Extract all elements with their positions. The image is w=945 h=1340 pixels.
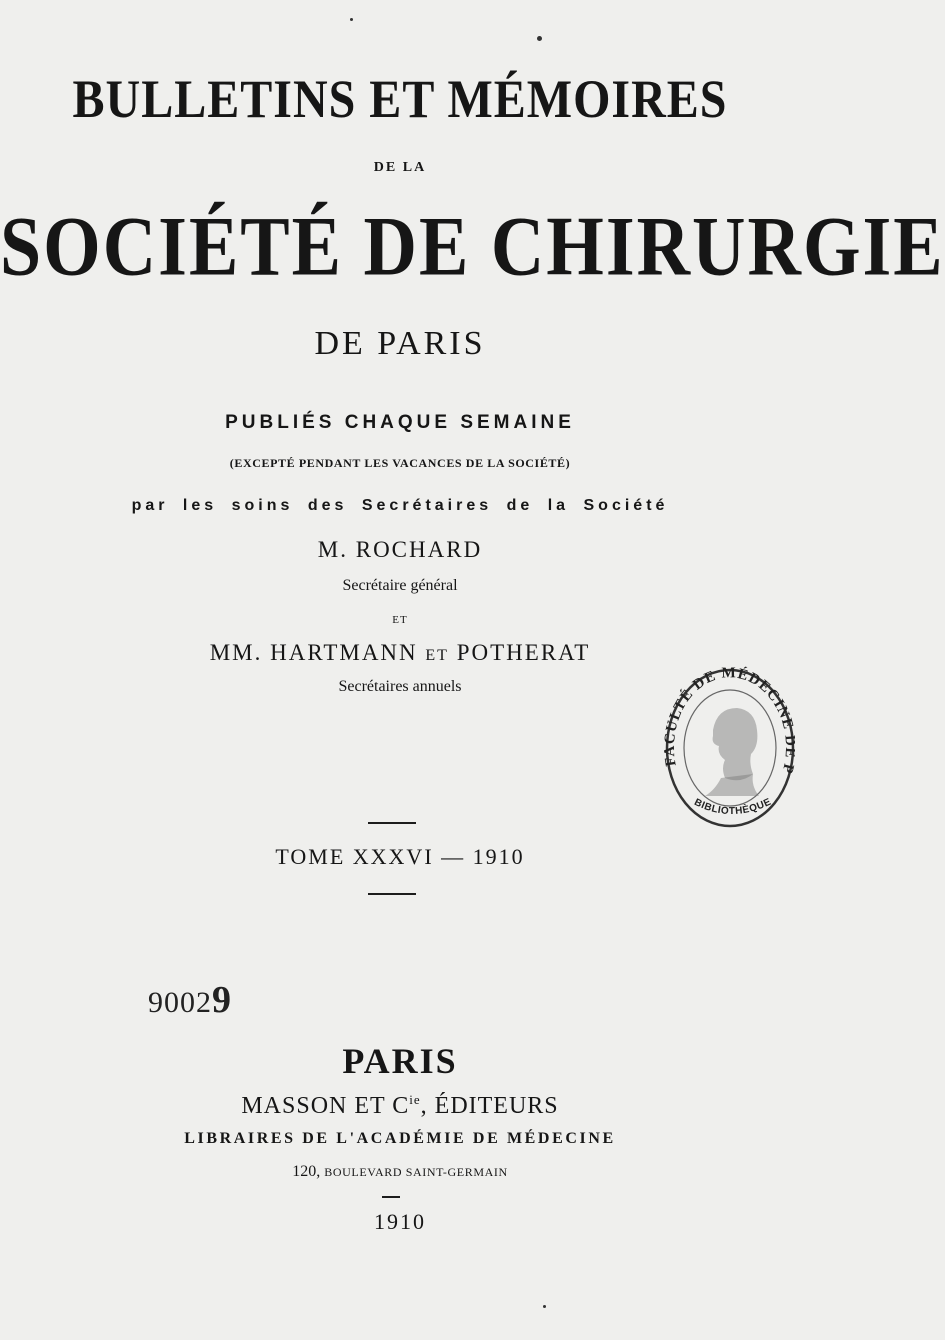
libraires-line: LIBRAIRES DE L'ACADÉMIE DE MÉDECINE [184, 1130, 616, 1147]
et-conjunction: ET [392, 614, 408, 626]
shelfmark-digits: 9002 [148, 986, 212, 1019]
speck [543, 1305, 546, 1308]
shelfmark-last-digit: 9 [212, 979, 232, 1021]
annual-secretaries-role: Secrétaires annuels [338, 678, 462, 695]
secretary-general-name: M. ROCHARD [317, 537, 483, 562]
publisher [0, 1092, 800, 1120]
annual-secretary-1: MM. HARTMANN [209, 640, 418, 665]
library-stamp [655, 650, 795, 835]
divider-bottom [368, 893, 416, 895]
divider-small [382, 1196, 400, 1198]
stamp-seal-icon [655, 650, 795, 830]
street-number: 120, [292, 1163, 321, 1180]
svg-text:BIBLIOTHÈQUE: BIBLIOTHÈQUE [692, 796, 774, 818]
imprint-city: PARIS [342, 1041, 458, 1081]
svg-text:FACULTÉ DE MÉDECINE DE PARIS: FACULTÉ DE MÉDECINE P [661, 665, 795, 775]
annual-conjunction: ET [425, 647, 449, 664]
secretary-general-role: Secrétaire général [342, 577, 458, 594]
title-line-1: BULLETINS ET MÉMOIRES [72, 69, 728, 130]
de-paris-label: DE PARIS [314, 325, 486, 362]
editors-line: par les soins des Secrétaires de la Société [131, 497, 669, 514]
address [0, 1163, 800, 1181]
publisher-main: MASSON ET C [241, 1093, 410, 1119]
speck [350, 18, 353, 21]
speck [537, 36, 542, 41]
publisher-sup: ie [409, 1092, 421, 1107]
exception-note: (EXCEPTÉ PENDANT LES VACANCES DE LA SOCIÉTÉ) [229, 456, 571, 470]
title-line-2: SOCIÉTÉ DE CHIRURGIE [0, 199, 945, 295]
publication-frequency: PUBLIÉS CHAQUE SEMAINE [225, 412, 575, 433]
annual-secretary-2: POTHERAT [456, 640, 591, 665]
publisher-tail: , ÉDITEURS [420, 1093, 559, 1119]
de-la-label: DE LA [373, 160, 427, 175]
shelfmark [148, 978, 232, 1022]
divider-top [368, 822, 416, 824]
tome-label: TOME XXXVI — 1910 [275, 844, 525, 869]
street-name: BOULEVARD SAINT-GERMAIN [324, 1165, 508, 1179]
imprint-year: 1910 [374, 1209, 426, 1234]
